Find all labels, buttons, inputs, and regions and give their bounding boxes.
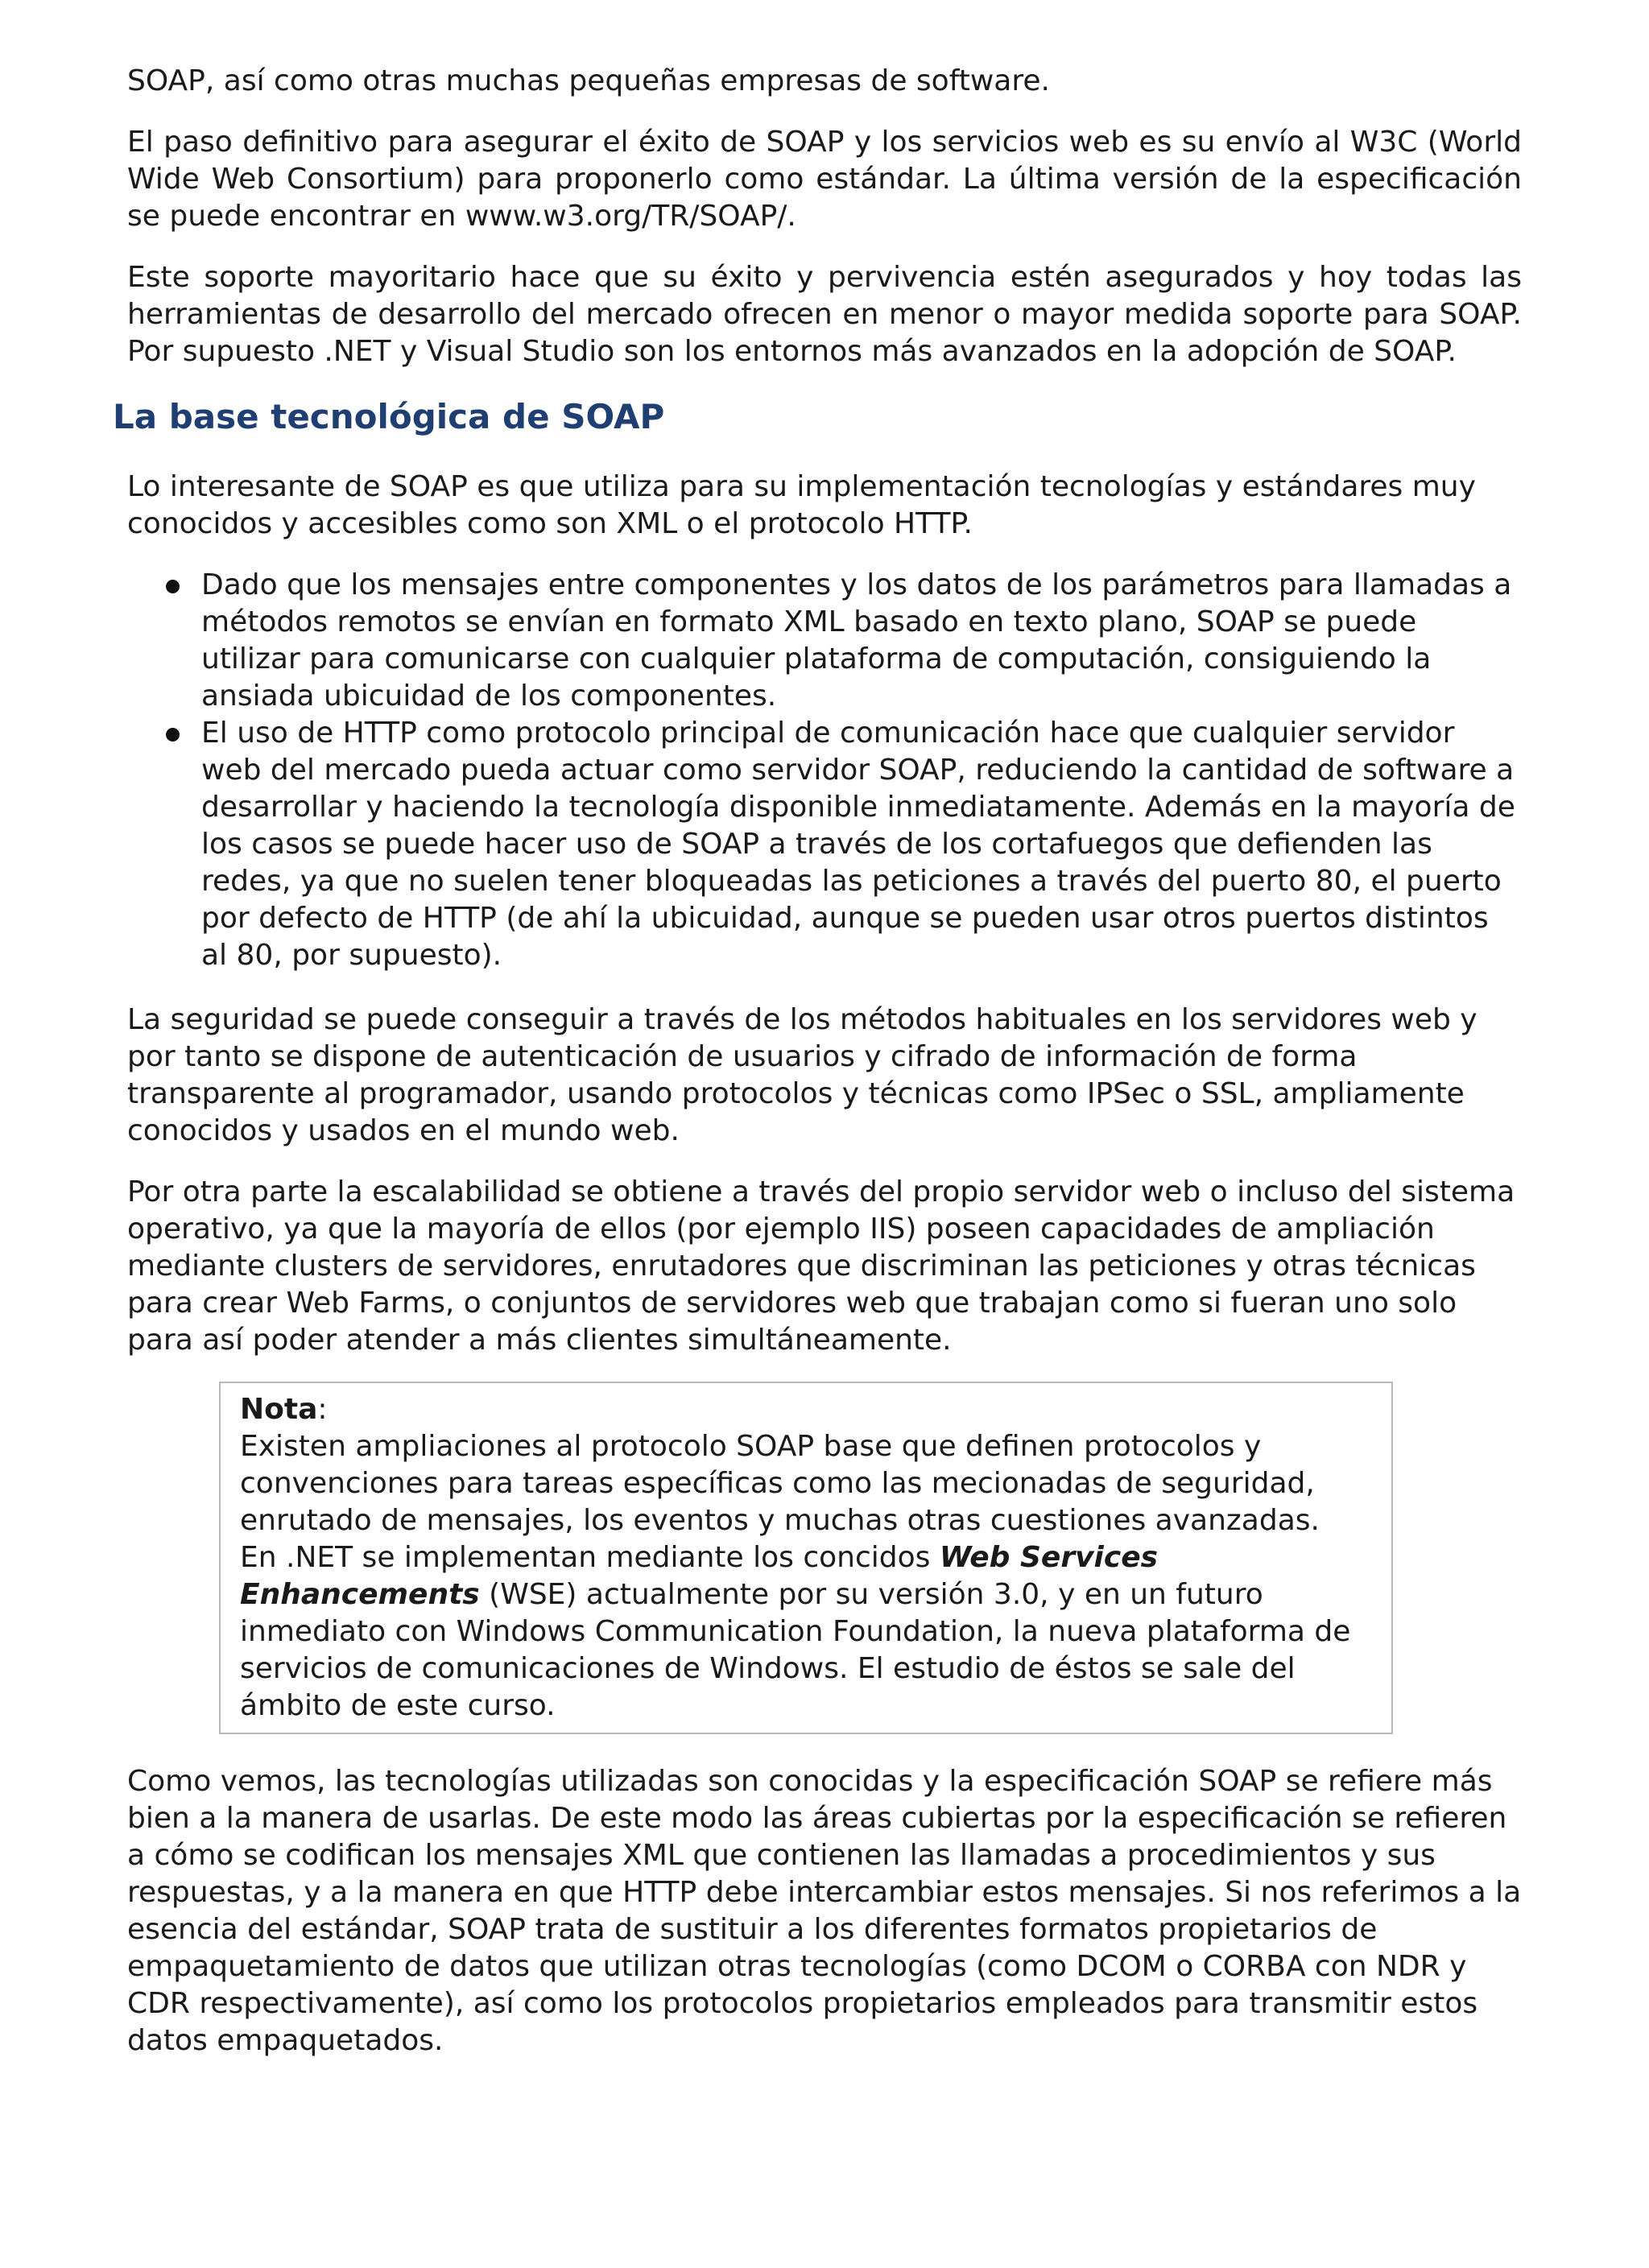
- paragraph-intro: Lo interesante de SOAP es que utiliza para su implementación tecnologías y estándares muy conocidos y accesibles como son XML o el protocolo HTTP.: [127, 470, 1476, 540]
- list-item: [127, 715, 1522, 974]
- paragraph-soap-companies: SOAP, así como otras muchas pequeñas empresas de software.: [127, 64, 1050, 97]
- section-heading: La base tecnológica de SOAP: [113, 397, 665, 436]
- note-line-wse-suffix: (WSE) actualmente por su versión 3.0, y en un futuro inmediato con Windows Communication Foundation, la nueva plataforma de servicios de comunicaciones de Windows. El estudio de éstos se sale del ámbito de este curso.: [240, 1578, 1351, 1722]
- list-item: [127, 567, 1522, 715]
- note-wse-emphasis: Web Services Enhancements: [240, 1541, 1159, 1611]
- note-line-wse-prefix: En .NET se implementan mediante los concidos: [240, 1541, 940, 1574]
- note-line-extensions: Existen ampliaciones al protocolo SOAP base que definen protocolos y convenciones para tareas específicas como las mecionadas de seguridad, enrutado de mensajes, los eventos y muchas otras cuestiones avanzadas.: [240, 1430, 1320, 1537]
- paragraph-scalability: Por otra parte la escalabilidad se obtiene a través del propio servidor web o incluso del sistema operativo, ya que la mayoría de ellos (por ejemplo IIS) poseen capacidades de ampliación mediante clusters de servidores, enrutadores que discriminan las peticiones y otras técnicas para crear Web Farms, o conjuntos de servidores web que trabajan como si fueran uno solo para así poder atender a más clientes simultáneamente.: [127, 1175, 1515, 1357]
- note-box: [219, 1382, 1393, 1734]
- paragraph-w3c-submission: El paso definitivo para asegurar el éxito de SOAP y los servicios web es su envío al W3C (World Wide Web Consortium) para proponerlo como estándar. La última versión de la especificación se puede encontrar en www.w3.org/TR/SOAP/.: [127, 126, 1522, 233]
- list-item-text: El uso de HTTP como protocolo principal de comunicación hace que cualquier servidor web del mercado pueda actuar como servidor SOAP, reduciendo la cantidad de software a desarrollar y haciendo la tecnología disponible inmediatamente. Además en la mayoría de los casos se puede hacer uso de SOAP a través de los cortafuegos que defienden las redes, ya que no suelen tener bloqueadas las peticiones a través del puerto 80, el puerto por defecto de HTTP (de ahí la ubicuidad, aunque se pueden usar otros puertos distintos al 80, por supuesto).: [201, 717, 1515, 972]
- note-line-wse: [240, 1539, 1391, 1725]
- paragraph-conclusion: Como vemos, las tecnologías utilizadas son conocidas y la especificación SOAP se refiere más bien a la manera de usarlas. De este modo las áreas cubiertas por la especificación se refieren a cómo se codifican los mensajes XML que contienen las llamadas a procedimientos y sus respuestas, y a la manera en que HTTP debe intercambiar estos mensajes. Si nos referimos a la esencia del estándar, SOAP trata de sustituir a los diferentes formatos propietarios de empaquetamiento de datos que utilizan otras tecnologías (como DCOM o CORBA con NDR y CDR respectivamente), así como los protocolos propietarios empleados para transmitir estos datos empaquetados.: [127, 1765, 1522, 2057]
- list-item-text: Dado que los mensajes entre componentes y los datos de los parámetros para llamadas a métodos remotos se envían en formato XML basado en texto plano, SOAP se puede utilizar para comunicarse con cualquier plataforma de computación, consiguiendo la ansiada ubicuidad de los componentes.: [201, 568, 1512, 713]
- paragraph-majority-support: Este soporte mayoritario hace que su éxito y pervivencia estén asegurados y hoy todas las herramientas de desarrollo del mercado ofrecen en menor o mayor medida soporte para SOAP. Por supuesto .NET y Visual Studio son los entornos más avanzados en la adopción de SOAP.: [127, 261, 1522, 368]
- bullet-icon: [166, 580, 180, 593]
- bullet-list: [127, 567, 1522, 974]
- paragraph-security: La seguridad se puede conseguir a través de los métodos habituales en los servidores web y por tanto se dispone de autenticación de usuarios y cifrado de información de forma transparente al programador, usando protocolos y técnicas como IPSec o SSL, ampliamente conocidos y usados en el mundo web.: [127, 1003, 1477, 1147]
- document-page: [113, 63, 1522, 2084]
- bullet-icon: [166, 728, 180, 742]
- note-header: [240, 1391, 1391, 1428]
- note-title: Nota: [240, 1393, 318, 1426]
- note-colon: :: [317, 1393, 328, 1426]
